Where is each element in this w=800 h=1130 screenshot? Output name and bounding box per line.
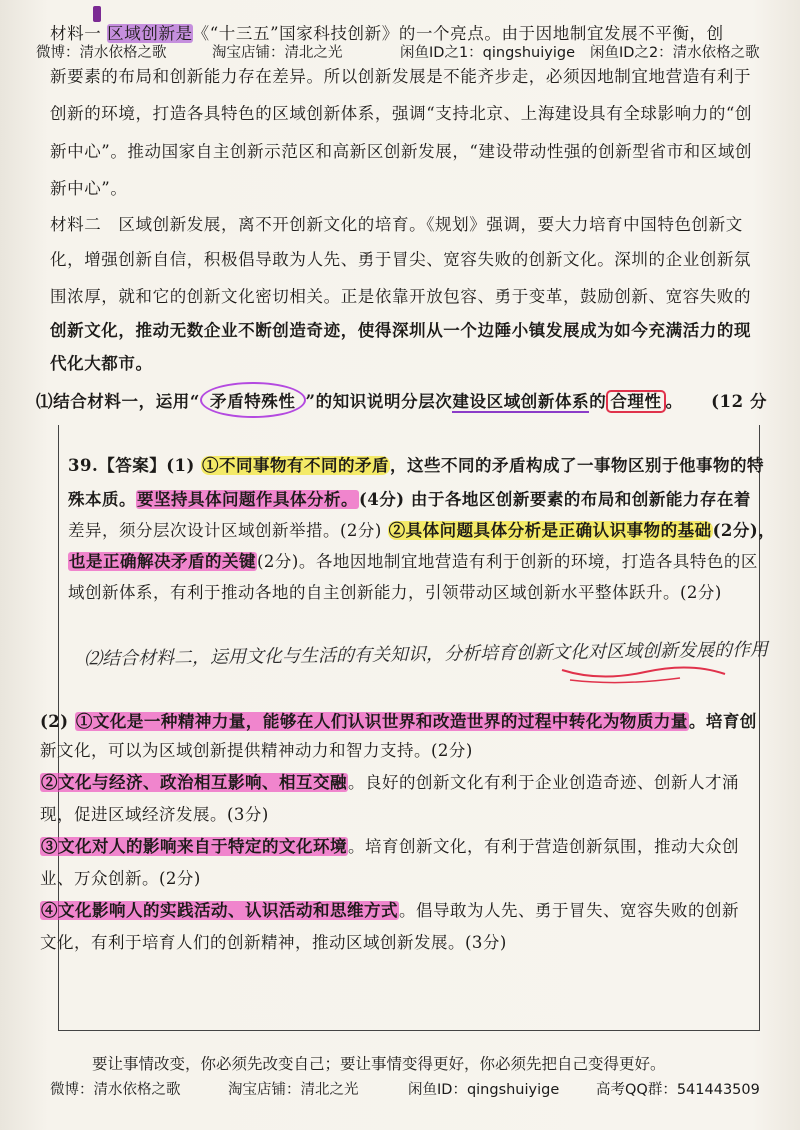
answer1-point1: ①不同事物有不同的矛盾 xyxy=(202,456,390,475)
footer-xianyu: 闲鱼ID：qingshuiyige xyxy=(408,1082,560,1098)
question-1: ⑴结合材料一，运用“ 矛盾特殊性 ”的知识说明分层次建设区域创新体系的 合理性 。 (12 分 xyxy=(36,382,767,418)
answer2-point2: ②文化与经济、政治相互影响、相互交融 xyxy=(41,773,347,792)
material2-line2: 化，增强创新自信，积极倡导敢为人先、勇于冒尖、宽容失败的创新文化。深圳的企业创新氛 xyxy=(50,250,752,269)
footer-motto: 要让事情改变，你必须先改变自己；要让事情变得更好，你必须先把自己变得更好。 xyxy=(92,1055,666,1073)
footer-taobao: 淘宝店铺：清北之光 xyxy=(228,1082,359,1098)
material1-line5: 新中心”。 xyxy=(50,179,128,198)
footer-weibo: 微博：清水依格之歌 xyxy=(50,1082,181,1098)
answer1-point2: ②具体问题具体分析是正确认识事物的基础 xyxy=(388,521,712,540)
answer2-line7: ④文化影响人的实践活动、认识活动和思维方式。倡导敢为人先、勇于冒失、宽容失败的创新 xyxy=(41,901,739,920)
answer2-point4: ④文化影响人的实践活动、认识活动和思维方式 xyxy=(41,901,398,920)
red-scribble-underline xyxy=(560,660,730,686)
answer2-line3: ②文化与经济、政治相互影响、相互交融。良好的创新文化有利于企业创造奇迹、创新人才涌 xyxy=(41,773,739,792)
answer2-line5: ③文化对人的影响来自于特定的文化环境。培育创新文化，有利于营造创新氛围，推动大众创 xyxy=(41,837,739,856)
material2-line1: 材料二 区域创新发展，离不开创新文化的培育。《规划》强调，要大力培育中国特色创新文 xyxy=(50,215,743,234)
answer2-line6: 业、万众创新。(2分) xyxy=(40,869,201,888)
watermark-taobao: 淘宝店铺：清北之光 xyxy=(212,45,343,61)
answer1-line5: 域创新体系，有利于推动各地的自主创新能力，引领带动区域创新水平整体跃升。(2分) xyxy=(68,583,722,602)
material2-line3: 围浓厚，就和它的创新文化密切相关。正是依靠开放包容、勇于变革，鼓励创新、宽容失败的 xyxy=(50,287,752,306)
material1-label: 材料一 xyxy=(50,24,102,43)
answer2-point1: ①文化是一种精神力量，能够在人们认识世界和改造世界的过程中转化为物质力量 xyxy=(75,712,688,731)
material1-line4: 新中心”。推动国家自主创新示范区和高新区创新发展，“建设带动性强的创新型省市和区域创 xyxy=(50,142,753,161)
answer1-method: 要坚持具体问题作具体分析。 xyxy=(137,490,358,509)
footer-qq: 高考QQ群：541443509 xyxy=(596,1082,760,1098)
answer2-point3: ③文化对人的影响来自于特定的文化环境 xyxy=(41,837,347,856)
answer2-line4: 现，促进区域经济发展。(3分) xyxy=(40,805,269,824)
material1-line1: 材料一 区域创新是《“十三五”国家科技创新》的一个亮点。由于因地制宜发展不平衡，创 xyxy=(50,24,724,43)
answer1-line1: 39.【答案】(1) ①不同事物有不同的矛盾，这些不同的矛盾构成了一事物区别于他事物的特 xyxy=(68,456,765,475)
question-score: (12 分 xyxy=(711,392,768,411)
answer1-line4: 也是正确解决矛盾的关键(2分)。各地因地制宜地营造有利于创新的环境，打造各具特色的区 xyxy=(69,552,758,571)
underlined-keyword: 建设区域创新体系 xyxy=(452,392,590,411)
answer1-key: 也是正确解决矛盾的关键 xyxy=(69,552,256,571)
answer2-line2: 新文化，可以为区域创新提供精神动力和智力支持。(2分) xyxy=(40,741,473,760)
material1-highlight: 区域创新是 xyxy=(107,24,193,43)
boxed-keyword: 合理性 xyxy=(606,390,665,413)
watermark-xianyu-1: 闲鱼ID之1：qingshuiyige xyxy=(400,45,575,61)
circled-keyword: 矛盾特殊性 xyxy=(200,382,306,418)
watermark-weibo: 微博：清水依格之歌 xyxy=(36,45,167,61)
material1-line2: 新要素的布局和创新能力存在差异。所以创新发展是不能齐步走，必须因地制宜地营造有利于 xyxy=(50,67,752,86)
answer2-line1: (2) ①文化是一种精神力量，能够在人们认识世界和改造世界的过程中转化为物质力量。培育创 xyxy=(40,712,757,731)
material2-line4: 创新文化，推动无数企业不断创造奇迹，使得深圳从一个边陲小镇发展成为如今充满活力的现 xyxy=(50,321,752,340)
answer2-line8: 文化，有利于培育人们的创新精神，推动区域创新发展。(3分) xyxy=(40,933,507,952)
material2-line5: 代化大都市。 xyxy=(50,354,153,373)
answer1-line2: 殊本质。要坚持具体问题作具体分析。(4分) 由于各地区创新要素的布局和创新能力存在着 xyxy=(68,490,751,509)
material1-line3: 创新的环境，打造各具特色的区域创新体系，强调“支持北京、上海建设具有全球影响力的“创 xyxy=(50,104,753,123)
watermark-xianyu-2: 闲鱼ID之2：清水依格之歌 xyxy=(590,45,760,61)
answer1-line3: 差异，须分层次设计区域创新举措。(2分) ②具体问题具体分析是正确认识事物的基础(2分)， xyxy=(68,521,776,540)
handwritten-question-2: ⑵结合材料二，运用文化与生活的有关知识，分析培育创新文化对区域创新发展的作用 xyxy=(83,639,769,670)
